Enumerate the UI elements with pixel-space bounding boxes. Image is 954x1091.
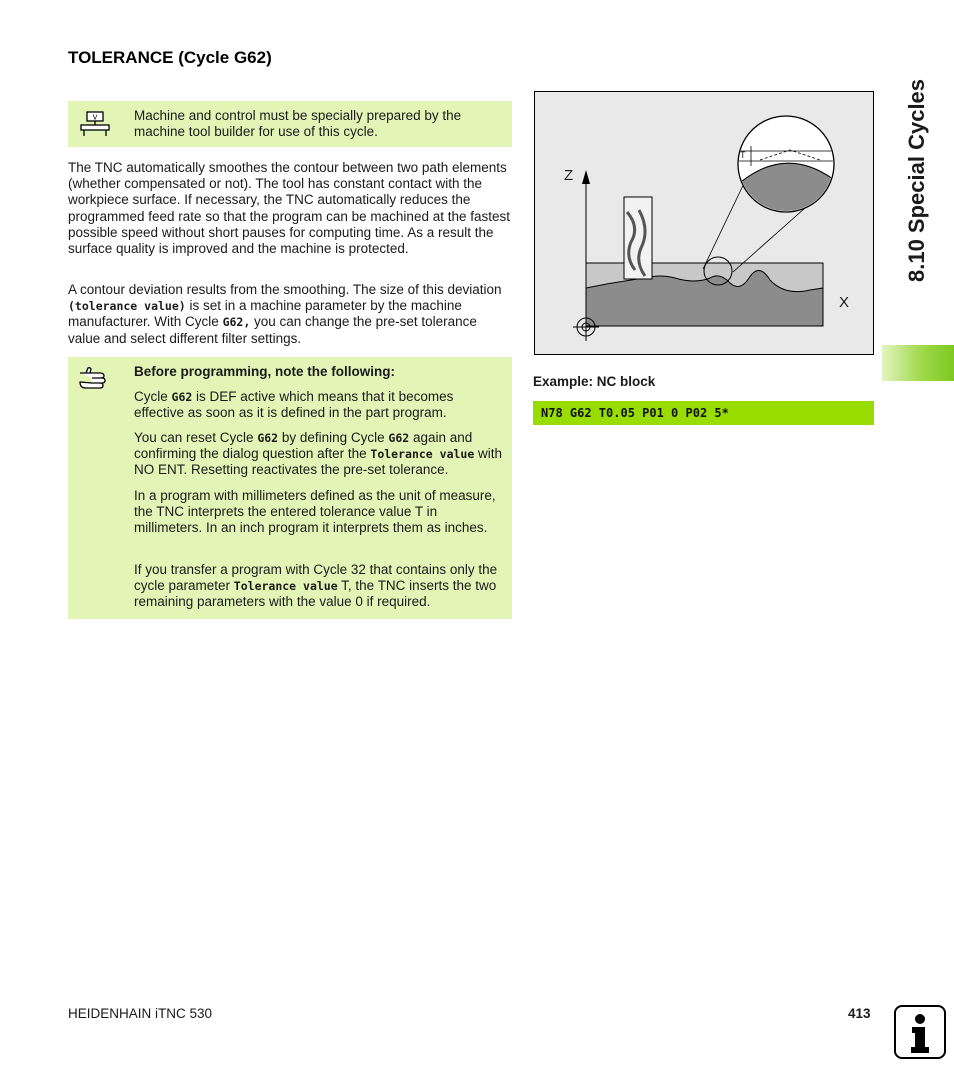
chapter-side-title xyxy=(895,40,935,340)
note-paragraph-2 xyxy=(134,430,504,478)
machine-icon xyxy=(80,111,110,142)
note-heading: Before programming, note the following: xyxy=(134,364,395,379)
paragraph-smoothing: The TNC automatically smoothes the contour between two path elements (whether compensated or not). The tool has constant contact with the workpiece surface. If necessary, the TNC automatically reduces the programmed feed rate so that the program can be machined at the fastest possible speed without short pauses for computing time. As a result the surface quality is improved and the machine is protected. xyxy=(68,160,510,257)
info-icon xyxy=(894,1005,946,1059)
code-g62: G62, xyxy=(222,315,251,330)
machine-note-text: Machine and control must be specially prepared by the machine tool builder for use of this cycle. xyxy=(134,108,462,139)
programming-note-box xyxy=(68,357,512,619)
note-paragraph-1 xyxy=(134,389,504,421)
text-run: with NO ENT. Resetting reactivates the pre-set tolerance. xyxy=(134,446,503,477)
text-run: again and confirming the dialog question after the xyxy=(134,430,473,461)
text-run: is set in a machine parameter by the machine manufacturer. With Cycle xyxy=(68,298,462,330)
note-paragraph-4 xyxy=(134,562,504,610)
tolerance-symbol: T xyxy=(740,150,746,160)
tolerance-diagram xyxy=(535,92,873,354)
code-tolerance-value: (tolerance value) xyxy=(68,299,186,314)
code-tolerance-value: Tolerance value xyxy=(233,579,338,593)
text-run: you can change the pre-set tolerance value and select different filter settings. xyxy=(68,314,477,346)
code-g62: G62 xyxy=(257,431,279,445)
text-run: is DEF active which means that it becomes effective as soon as it is defined in the part program. xyxy=(134,389,454,420)
body-paragraph-1 xyxy=(68,160,512,257)
pointing-hand-icon xyxy=(78,367,112,394)
axis-z-label: Z xyxy=(564,167,574,184)
text-run: T, the TNC inserts the two remaining parameters with the value 0 if required. xyxy=(134,578,497,609)
nc-block-code: N78 G62 T0.05 P01 0 P02 5* xyxy=(541,406,729,420)
text-run: Cycle xyxy=(134,389,172,404)
note-paragraph-3: In a program with millimeters defined as the unit of measure, the TNC interprets the entered tolerance value T in millimeters. In an inch program it interprets them as inches. xyxy=(134,488,496,535)
text-run: by defining Cycle xyxy=(278,430,389,445)
machine-note-box xyxy=(68,101,512,147)
code-tolerance-value: Tolerance value xyxy=(370,447,475,461)
code-g62: G62 xyxy=(171,390,193,404)
nc-block-bar xyxy=(533,401,874,425)
chapter-tab xyxy=(882,345,954,381)
axis-x-label: X xyxy=(839,294,850,311)
section-title: TOLERANCE (Cycle G62) xyxy=(68,48,272,67)
svg-text:V: V xyxy=(92,113,98,122)
body-paragraph-2 xyxy=(68,282,512,347)
text-run: If you transfer a program with Cycle 32 that contains only the cycle parameter xyxy=(134,562,498,593)
footer-product: HEIDENHAIN iTNC 530 xyxy=(68,1006,213,1021)
text-run: A contour deviation results from the smoothing. The size of this deviation xyxy=(68,282,502,297)
text-run: You can reset Cycle xyxy=(134,430,258,445)
tolerance-figure xyxy=(534,91,874,355)
side-title-text: 8.10 Special Cycles xyxy=(904,78,929,282)
page-number: 413 xyxy=(848,1006,871,1021)
code-g62: G62 xyxy=(388,431,410,445)
example-label: Example: NC block xyxy=(533,374,656,389)
